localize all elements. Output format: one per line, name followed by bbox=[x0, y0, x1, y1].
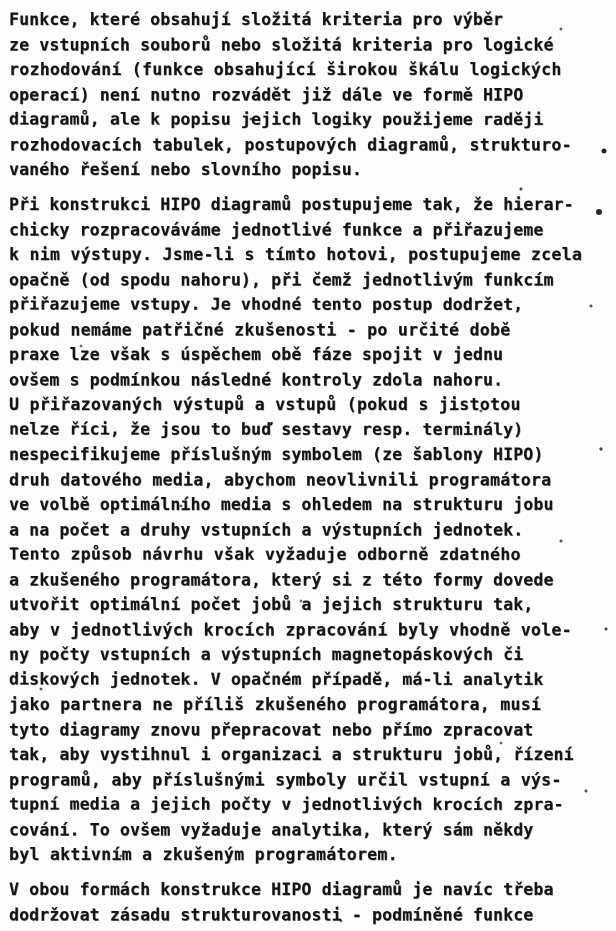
text-line: opačně (od spodu nahoru), při čemž jednotlivým funkcím bbox=[9, 270, 554, 290]
text-line: Tento způsob návrhu však vyžaduje odborně zdatného bbox=[8, 544, 521, 564]
text-line: cování. To ovšem vyžaduje analytika, který sám někdy bbox=[9, 820, 534, 840]
text-line: operací) není nutno rozvádět již dále ve formě HIPO bbox=[9, 85, 524, 105]
text-line: Funkce, které obsahují složitá kriteria pro výběr bbox=[9, 10, 504, 29]
text-line: chicky rozpracováváme jednotlivé funkce a přiřazujeme bbox=[9, 220, 544, 240]
text-line: přiřazujeme vstupy. Je vhodné tento postup dodržet, bbox=[8, 294, 524, 314]
text-line: aby v jednotlivých krocích zpracování byly vhodně vole- bbox=[9, 620, 572, 640]
text-line: tyto diagramy znovu přepracovat nebo přímo zpracovat bbox=[9, 720, 534, 740]
text-line: U přiřazovaných výstupů a vstupů (pokud s jistotou bbox=[9, 395, 521, 414]
paragraph-2 bbox=[9, 192, 612, 867]
text-line: utvořit optimální počet jobů a jejich strukturu tak, bbox=[9, 595, 534, 614]
text-line: nespecifikujeme příslušným symbolem (ze šablony HIPO) bbox=[9, 445, 544, 464]
text-line: a na počet a druhy vstupních a výstupních jednotek. bbox=[9, 520, 524, 540]
text-line: druh datového media, abychom neovlivnili programátora bbox=[9, 470, 552, 490]
text-line: diagramů, ale k popisu jejich logiky použijeme raději bbox=[8, 109, 544, 129]
text-line: praxe lze však s úspěchem obě fáze spojit v jednu bbox=[9, 345, 504, 364]
text-line: ze vstupních souborů nebo složitá kriteria pro logické bbox=[9, 35, 554, 55]
text-line: a zkušeného programátora, který si z této formy dovede bbox=[9, 570, 554, 590]
text-line: V obou formách konstrukce HIPO diagramů je navíc třeba bbox=[9, 880, 554, 899]
text-line: rozhodovacích tabulek, postupových diagramů, strukturo- bbox=[9, 135, 572, 155]
text-line: jako partnera ne příliš zkušeného programátora, musí bbox=[9, 695, 542, 714]
text-line: ve volbě optimálního media s ohledem na strukturu jobu bbox=[9, 495, 554, 514]
scan-noise-speckles bbox=[0, 0, 2, 2]
text-line: ovšem s podmínkou následné kontroly zdola nahoru. bbox=[9, 370, 504, 390]
text-line: dodržovat zásadu strukturovanosti - podmíněné funkce bbox=[9, 905, 534, 925]
text-line: programů, aby příslušnými symboly určil vstupní a výs- bbox=[9, 770, 562, 790]
text-line: k nim výstupy. Jsme-li s tímto hotovi, postupujeme zcela bbox=[9, 245, 583, 264]
text-line: byl aktivním a zkušeným programátorem. bbox=[9, 845, 398, 864]
text-line: Při konstrukci HIPO diagramů postupujeme tak, že hierar- bbox=[9, 195, 574, 214]
text-line: ny počty vstupních a výstupních magnetopáskových či bbox=[9, 645, 524, 664]
text-line: tak, aby vystihnul i organizaci a strukturu jobů, řízení bbox=[9, 745, 574, 764]
text-line: diskových jednotek. V opačném případě, má-li analytik bbox=[8, 669, 544, 689]
paragraph-3 bbox=[9, 877, 612, 927]
text-line: pokud nemáme patřičné zkušenosti - po určité době bbox=[9, 320, 511, 340]
text-line: vaného řešení nebo slovního popisu. bbox=[9, 160, 362, 179]
paragraph-1 bbox=[9, 7, 612, 182]
text-line: nelze říci, že jsou to buď sestavy resp. terminály) bbox=[8, 419, 524, 439]
text-line: rozhodování (funkce obsahující širokou škálu logických bbox=[9, 60, 562, 79]
text-line: tupní media a jejich počty v jednotlivých krocích zpra- bbox=[8, 794, 564, 814]
